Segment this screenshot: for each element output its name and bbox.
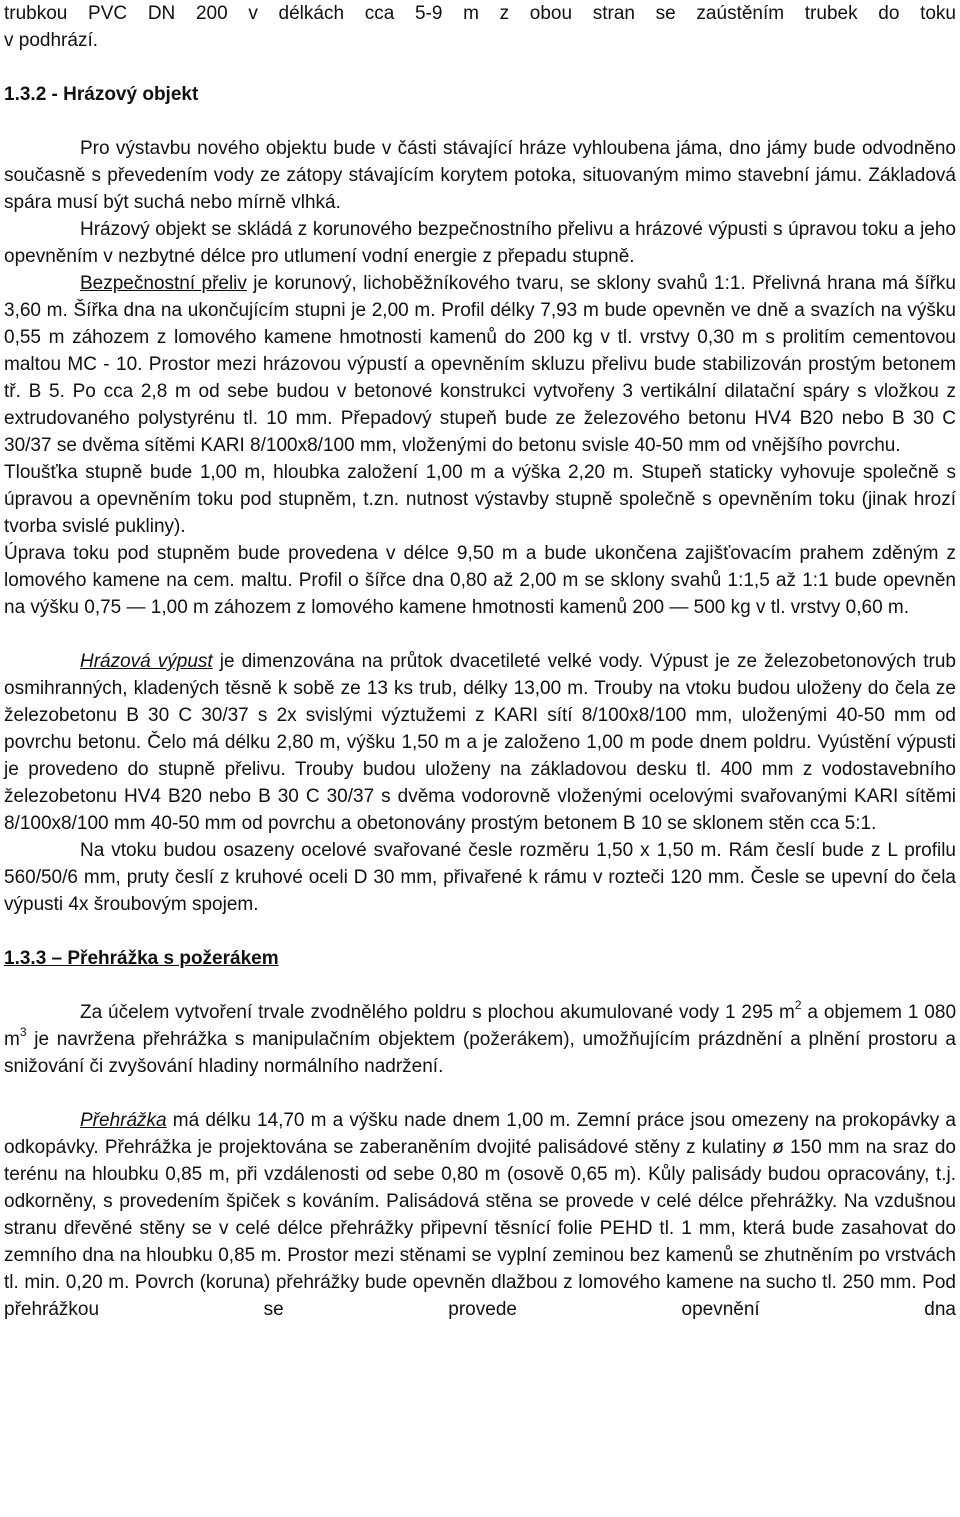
paragraph-step-thickness: Tloušťka stupně bude 1,00 m, hloubka založení 1,00 m a výška 2,20 m. Stupeň staticky vyhovuje společně s úpravou a opevněním toku pod stupněm, t.zn. nutnost výstavby stupně společně s opevněním toku (jinak hrozí tvorba svislé pukliny).: [4, 462, 956, 537]
paragraph-weir-purpose: [4, 999, 956, 1080]
superscript: 3: [19, 1025, 27, 1039]
paragraph-safety-spillway: [4, 270, 956, 459]
paragraph-text: je korunový, lichoběžníkového tvaru, se sklony svahů 1:1. Přelivná hrana má šířku 3,60 m. Šířka dna na ukončujícím stupni je 2,00 m. Profil délky 7,93 m bude opevněn ve dně a svazích na výšku 0,55 m záhozem z lomového kamene hmotnosti kamenů do 200 kg v tl. vrstvy 0,30 m s prolitím cementovou maltou MC - 10. Prostor mezi hrázovou výpustí a opevněním skluzu přelivu bude stabilizován prostým betonem tř. B 5. Po cca 2,8 m od sebe budou v betonové konstrukci vytvořeny 3 vertikální dilatační spáry s vložkou z extrudovaného polystyrénu tl. 10 mm. Přepadový stupeň bude ze železového betonu HV4 B20 nebo B 30 C 30/37 se dvěma sítěmi KARI 8/100x8/100 mm, vloženými do betonu svisle 40-50 mm od vnějšího povrchu.: [4, 273, 957, 456]
paragraph-excavation: Pro výstavbu nového objektu bude v části stávající hráze vyhloubena jáma, dno jámy bude odvodněno současně s převedením vody ze zátopy stávajícím korytem potoka, situovaným mimo stavební jámu. Základová spára musí být suchá nebo mírně vlhká.: [4, 138, 956, 213]
section-heading-1-3-2: 1.3.2 - Hrázový objekt: [4, 84, 199, 105]
paragraph-text: je navržena přehrážka s manipulačním objektem (požerákem), umožňujícím prázdnění a plnění prostoru a snižování či zvyšování hladiny normálního nadržení.: [4, 1029, 956, 1077]
document-page: [4, 0, 956, 1323]
paragraph-screens: Na vtoku budou osazeny ocelové svařované česle rozměru 1,50 x 1,50 m. Rám česlí bude z L profilu 560/50/6 mm, pruty česlí z kruhové oceli D 30 mm, přivařené k rámu v rozteči 120 mm. Česle se upevní do čela výpusti 4x šroubovým spojem.: [4, 840, 956, 915]
intro-line-1: trubkou PVC DN 200 v délkách cca 5-9 m z obou stran se zaústěním trubek do toku: [4, 3, 956, 24]
spacer: [4, 972, 956, 999]
paragraph-channel-adjustment: Úprava toku pod stupněm bude provedena v délce 9,50 m a bude ukončena zajišťovacím prahem zděným z lomového kamene na cem. maltu. Profil o šířce dna 0,80 až 2,00 m se sklony svahů 1:1,5 až 1:1 bude opevněn na výšku 0,75 — 1,00 m záhozem z lomového kamene hmotnosti kamenů 200 — 500 kg v tl. vrstvy 0,60 m.: [4, 543, 956, 618]
spacer: [4, 1080, 956, 1107]
paragraph-dam-object: Hrázový objekt se skládá z korunového bezpečnostního přelivu a hrázové výpusti s úpravou toku a jeho opevněním v nezbytné délce pro utlumení vodní energie z přepadu stupně.: [4, 219, 956, 267]
term-safety-spillway: Bezpečnostní přeliv: [80, 273, 247, 294]
spacer: [4, 621, 956, 648]
paragraph-weir-details: [4, 1107, 956, 1323]
paragraph-text: a objemem 1 080 m: [4, 1002, 957, 1050]
paragraph-dam-outlet: [4, 648, 956, 837]
paragraph-text: Za účelem vytvoření trvale zvodnělého poldru s plochou akumulované vody 1 295 m: [80, 1002, 795, 1023]
paragraph-text: má délku 14,70 m a výšku nade dnem 1,00 m. Zemní práce jsou omezeny na prokopávky a odkopávky. Přehrážka je projektována se zaberaněním dvojité palisádové stěny z kulatiny ø 150 mm na sraz do terénu na hloubku 0,85 m, při vzdálenosti od sebe 0,80 m (osově 0,65 m). Kůly palisády budou opracovány, t.j. odkorněny, s provedením špiček s kováním. Palisádová stěna se provede v celé délce přehrážky. Na vzdušnou stranu dřevěné stěny se v celé délce přehrážky připevní těsnící folie PEHD tl. 1 mm, která bude zasahovat do zemního dna na hloubku 0,85 m. Prostor mezi stěnami se vyplní zeminou bez kamenů se zhutněním po vrstvách tl. min. 0,20 m. Povrch (koruna) přehrážky bude opevněn dlažbou z lomového kamene na sucho tl. 250 mm. Pod přehrážkou se provede opevnění dna: [4, 1110, 956, 1320]
term-weir: Přehrážka: [80, 1110, 167, 1131]
intro-line-2: v podhrází.: [4, 30, 98, 51]
superscript: 2: [794, 998, 802, 1012]
paragraph-text: je dimenzována na průtok dvacetileté velké vody. Výpust je ze železobetonových trub osmihranných, kladených těsně k sobě ze 13 ks trub, délky 13,00 m. Trouby na vtoku budou uloženy do čela ze železobetonu B 30 C 30/37 s 2x svislými výztužemi z KARI sítí 8/100x8/100 mm, uloženými 40-50 mm od povrchu betonu. Čelo má délku 2,80 m, výšku 1,50 m a je založeno 1,00 m pode dnem poldru. Vyústění výpusti je provedeno do stupně přelivu. Trouby budou uloženy na základovou desku tl. 400 mm z vodostavebního železobetonu HV4 B20 nebo B 30 C 30/37 s dvěma vodorovně vloženými ocelovými svařovanými KARI sítěmi 8/100x8/100 mm 40-50 mm od povrchu a obetonovány prostým betonem B 10 se sklonem stěn cca 5:1.: [4, 651, 956, 834]
term-dam-outlet: Hrázová výpust: [80, 651, 213, 672]
section-heading-1-3-3: 1.3.3 – Přehrážka s požerákem: [4, 948, 279, 969]
spacer: [4, 108, 956, 135]
